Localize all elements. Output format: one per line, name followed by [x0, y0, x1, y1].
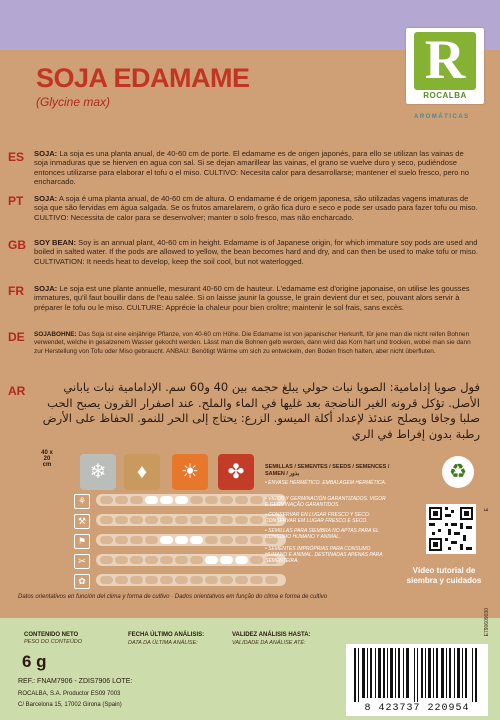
reference-code: REF.: FNAM7906 - ZDIS7906 LOTE: [18, 678, 133, 685]
lang-body-es: La soja es una planta anual, de 40-60 cm de porte. El edamame es de origen japonés, para ello se utilizan las vainas de soja inmaduras que se hierven en agua con sal. Si se dejan amarillear las vainas, el grano se vuelve duro y seco, pudiéndose entonces utilizarse para elaborar el tofu o el miso. CULTIVO: Necesita calor para desarrollarse; mantener el suelo fresco, pero no encharcado. [34, 149, 470, 187]
harvest-icon: ✂ [74, 554, 90, 569]
sun-icon: ☀ [172, 454, 208, 490]
maple-leaf-icon: ✤ [218, 454, 254, 490]
logo-letter: R [424, 29, 466, 91]
sowing-icon: ⚘ [74, 494, 90, 509]
lang-text-ar: فول صويا إدامامية: الصويا نبات حولي يبلغ حجمه بين 40 و60 سم. الإدامامية نبات ياباني الأصل. تؤكل قرونه الغير الناضجة بعد غليها في الماء والملح. عند اصفرار القرون يصبح الحب صلبا وجافا ويصلح عندئذ لإعداد أكلة الميسو. الزرع: يحتاج إلى الحر للنمو. الحفاظ على الأرض رطبة بدون إفراط في الري [42, 380, 480, 441]
calendar-bar [96, 534, 286, 546]
brand-tagline: AROMÁTICAS [414, 114, 470, 120]
producer-address: C/ Barcelona 15, 17002 Girona (Spain) [18, 702, 122, 708]
transplant-icon: ⚒ [74, 514, 90, 529]
product-latin-name: (Glycine max) [36, 95, 111, 109]
lang-lead-es: SOJA: [34, 149, 58, 158]
lang-code-de: DE [8, 330, 25, 344]
lang-text-pt [34, 194, 478, 222]
lang-code-pt: PT [8, 194, 24, 208]
analysis-label: FECHA ÚLTIMO ANÁLISIS: [128, 632, 205, 638]
logo-r-mark [414, 29, 476, 91]
lang-code-fr: FR [8, 284, 24, 298]
barcode [346, 644, 488, 716]
lang-body-pt: A soja é uma planta anual, de 40-60 cm de altura. O endamame é de origem japonesa, são utilizadas vagens imaturas de soja que são fervidas em água salgada. Se os frutos amarelarem, o grão fica duro e seco e pode ser usado para fazer tofu ou miso. CULTIVO: Necessita de calor para se desenvolver; manter o solo fresco, mas não encharcado. [34, 194, 478, 222]
barcode-number: 8 423737 220954 [364, 703, 470, 714]
lang-code-es: ES [8, 150, 25, 164]
flower-icon: ✿ [74, 574, 90, 589]
recycle-icon: ♻ [442, 456, 474, 488]
lang-body-de: Das Soja ist eine einjährige Pflanze, von 40-60 cm Höhe. Die Edamame ist von japanischer Herkunft, für jene man die nicht reifen Bohnen verwendet, welche in gesalzenem Wasser gekocht werden. Lässt man die Bohnen gelb werden, dann wird das Korn hart und trocken, wobei man sie dann zur Herstellung von Tofu oder Miso gebraucht. ANBAU: Benötigt Wärme um sich zu entwickeln, den Boden frisch halten, aber nicht überfluten. [34, 331, 471, 355]
side-code: E790609030 [484, 608, 490, 637]
brand-logo [406, 28, 484, 104]
legend-item: • VIGOR Y GERMINACIÓN GARANTIZADOS. VIGOR E GERMINAÇÃO GARANTIDOS. [265, 496, 386, 508]
lang-text-fr [34, 284, 478, 312]
calendar-bar [96, 574, 286, 586]
direct-sowing-icon: ⚑ [74, 534, 90, 549]
footnote: Datos orientativos en función del clima y forma de cultivo · Dados orientativos em função do clima e forma de cultivo [18, 594, 328, 600]
lang-lead-de: SOJABOHNE: [34, 331, 77, 338]
snowflake-icon: ❄ [80, 454, 116, 490]
lang-lead-gb: SOY BEAN: [34, 238, 77, 247]
brand-name: ROCALBA [423, 91, 467, 100]
calendar-bar [96, 494, 286, 506]
lang-code-ar: AR [8, 384, 26, 398]
content-label: CONTENIDO NETO [24, 632, 79, 638]
qr-code-graphic [426, 504, 476, 554]
validity-sub: VALIDADE DA ANÁLISE ATÉ: [232, 640, 306, 646]
lang-text-gb [34, 238, 478, 266]
legend-item: • SEMILLAS PARA SIEMBRA NO APTAS PARA EL CONSUMO HUMANO Y ANIMAL. [265, 528, 379, 540]
video-tutorial-label: Vídeo tutorial de siembra y cuidados [406, 566, 482, 585]
analysis-sub: DATA DA ÚLTIMA ANÁLISE: [128, 640, 198, 646]
calendar-bar [96, 554, 286, 566]
spacing-unit: cm [42, 462, 52, 468]
lang-body-gb: Soy is an annual plant, 40-60 cm in height. Edamame is of Japanese origin, for which immature soy pods are used and boiled in salted water. If the pods are allowed to yellow, the bean becomes hard and dry, and can then be used to make tofu or miso. CULTIVATION: It needs heat to develop, keep the soil cool, but not waterlogged. [34, 238, 478, 266]
lang-text-de [34, 331, 478, 356]
lang-body-fr: Le soja est une plante annuelle, mesurant 40-60 cm de hauteur. L'edamame est d'origine japonaise, on utilise les gousses immatures, qu'il faut bouillir dans de l'eau salée. Si on laisse jaunir la gousse, le grain devient dur et sec, pouvant alors servir à préparer le tofu ou le miso. CULTURE: Apprécie la chaleur pour bien croître; maintenir le sol frais, sans excès. [34, 284, 470, 312]
spacing-value: 40 x 20 [41, 450, 53, 462]
legend-title: SEMILLAS / SEMENTES / SEEDS / SEMENCES / SAMEN / بذور [265, 464, 390, 477]
producer-info: ROCALBA, S.A. Productor ES09 7003 [18, 691, 121, 697]
legend-item: • CONSERVAR EN LUGAR FRESCO Y SECO. CONSERVAR EM LUGAR FRESCO E SECO. [265, 512, 371, 524]
content-sub: PESO DO CONTEÚDO [24, 639, 83, 645]
lang-code-gb: GB [8, 238, 26, 252]
spacing-label [39, 450, 55, 468]
lang-lead-fr: SOJA: [34, 284, 58, 293]
legend-item: • SEMENTES IMPRÓPRIAS PARA CONSUMO HUMANO E ANIMAL. DESTINADAS APENAS PARA SEMENTEIRA. [265, 546, 383, 564]
net-weight: 6 g [22, 652, 47, 671]
lang-text-es [34, 149, 478, 187]
leaf-icon: ♦ [124, 454, 160, 490]
barcode-bars [346, 644, 488, 702]
validity-label: VALIDEZ ANÁLISIS HASTA: [232, 632, 311, 638]
lang-lead-pt: SOJA: [34, 194, 58, 203]
product-title: SOJA EDAMAME [36, 63, 250, 93]
legend-item: • ENVASE HERMÉTICO. EMBALAGEM HERMÉTICA. [265, 480, 387, 486]
qr-code[interactable] [426, 504, 476, 554]
side-code-small: E [484, 508, 490, 512]
calendar-bar [96, 514, 286, 526]
